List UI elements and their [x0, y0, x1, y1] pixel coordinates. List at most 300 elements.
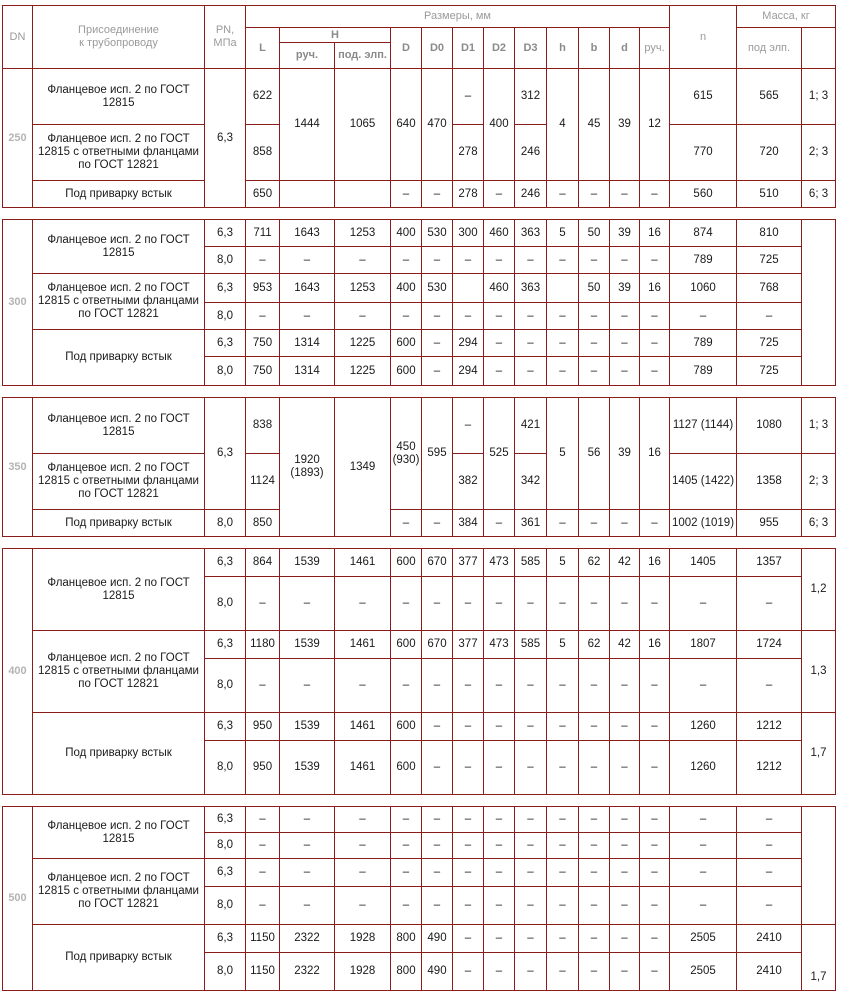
pn-cell: 6,3	[205, 713, 246, 741]
cell-mass-electric: 1358	[737, 454, 802, 510]
header-mass-manual: руч.	[640, 28, 670, 69]
header-D3: D3	[515, 28, 547, 69]
table-row	[3, 859, 836, 887]
cell-mass-electric: 1724	[737, 631, 802, 659]
cell-H-electric: –	[335, 659, 391, 713]
header-connection	[33, 6, 205, 69]
cell-H-electric: 1461	[335, 741, 391, 795]
cell-D0: 530	[422, 220, 453, 247]
cell-mass-electric: –	[737, 887, 802, 925]
cell-D0: 490	[422, 953, 453, 991]
connection-cell: Под приварку встык	[33, 510, 205, 537]
cell-h: –	[547, 510, 579, 537]
cell-d: –	[610, 833, 640, 859]
cell-mass-electric: –	[737, 807, 802, 833]
cell-D: –	[391, 577, 422, 631]
cell-D1: –	[453, 303, 484, 330]
cell-H-electric: 1461	[335, 549, 391, 577]
cell-D0: –	[422, 807, 453, 833]
cell-mass-electric: 2410	[737, 953, 802, 991]
cell-D0: –	[422, 833, 453, 859]
cell-D: –	[391, 247, 422, 274]
pn-cell: 6,3	[205, 330, 246, 357]
cell-H-manual: 1314	[280, 330, 335, 357]
cell-D1: –	[453, 925, 484, 953]
cell-b: –	[579, 925, 610, 953]
pn-cell: 8,0	[205, 577, 246, 631]
header-connection-line1: Присоединение	[78, 24, 159, 36]
cell-n: –	[640, 925, 670, 953]
cell-fig: 1; 3	[802, 69, 836, 125]
header-H-manual: руч.	[280, 43, 335, 69]
cell-d: –	[610, 659, 640, 713]
cell-L: 750	[246, 357, 280, 386]
cell-mass-manual: 1260	[670, 713, 737, 741]
cell-mass-electric: 565	[737, 69, 802, 125]
cell-mass-manual: 1405 (1422)	[670, 454, 737, 510]
cell-D0: –	[422, 713, 453, 741]
cell-d: 39	[610, 398, 640, 510]
cell-fig: 1,7	[802, 713, 836, 795]
cell-d: –	[610, 303, 640, 330]
cell-D3: –	[515, 303, 547, 330]
cell-H-electric: –	[335, 303, 391, 330]
cell-D1: 278	[453, 181, 484, 208]
table-row	[3, 925, 836, 953]
connection-cell: Фланцевое исп. 2 по ГОСТ 12815	[33, 807, 205, 859]
cell-mass-electric: 810	[737, 220, 802, 247]
connection-cell: Фланцевое исп. 2 по ГОСТ 12815 с ответными фланцами по ГОСТ 12821	[33, 125, 205, 181]
cell-mass-electric: 720	[737, 125, 802, 181]
cell-D2: 473	[484, 549, 515, 577]
cell-fig: 2; 3	[802, 125, 836, 181]
table-row	[3, 631, 836, 659]
cell-n: –	[640, 577, 670, 631]
cell-b: –	[579, 577, 610, 631]
cell-L: –	[246, 833, 280, 859]
cell-D1: 377	[453, 549, 484, 577]
cell-H-manual: –	[280, 247, 335, 274]
cell-h: –	[547, 925, 579, 953]
dn-cell: 300	[3, 220, 33, 386]
cell-D1: –	[453, 713, 484, 741]
connection-cell: Фланцевое исп. 2 по ГОСТ 12815	[33, 220, 205, 274]
cell-D3: 363	[515, 220, 547, 247]
table-row	[3, 274, 836, 303]
cell-L: 950	[246, 713, 280, 741]
connection-cell: Фланцевое исп. 2 по ГОСТ 12815	[33, 549, 205, 631]
header-dn: DN	[3, 6, 33, 69]
cell-H-manual: 2322	[280, 925, 335, 953]
pn-cell: 6,3	[205, 925, 246, 953]
cell-D: 450 (930)	[391, 398, 422, 510]
cell-mass-electric: –	[737, 859, 802, 887]
pn-cell: 8,0	[205, 659, 246, 713]
cell-D3: –	[515, 953, 547, 991]
cell-L: 864	[246, 549, 280, 577]
cell-h: 5	[547, 631, 579, 659]
cell-n: –	[640, 659, 670, 713]
cell-D1: 294	[453, 330, 484, 357]
cell-L: 950	[246, 741, 280, 795]
cell-D2: –	[484, 577, 515, 631]
header-L: L	[246, 28, 280, 69]
cell-D3: –	[515, 330, 547, 357]
cell-D2: –	[484, 953, 515, 991]
cell-H-electric: 1225	[335, 330, 391, 357]
cell-L: –	[246, 807, 280, 833]
cell-n: –	[640, 510, 670, 537]
header-pn	[205, 6, 246, 69]
cell-mass-manual: 789	[670, 330, 737, 357]
cell-n: –	[640, 807, 670, 833]
pn-cell: 6,3	[205, 631, 246, 659]
cell-H-electric: 1065	[335, 69, 391, 181]
cell-h	[547, 274, 579, 303]
table-row	[3, 398, 836, 454]
cell-D3: –	[515, 833, 547, 859]
cell-n: –	[640, 859, 670, 887]
cell-D: –	[391, 659, 422, 713]
cell-D3: –	[515, 807, 547, 833]
header-D2: D2	[484, 28, 515, 69]
header-n: n	[670, 6, 737, 69]
cell-H-electric: –	[335, 859, 391, 887]
cell-D: –	[391, 807, 422, 833]
cell-D: 400	[391, 274, 422, 303]
cell-D3: –	[515, 887, 547, 925]
cell-D1: –	[453, 953, 484, 991]
cell-D1: –	[453, 807, 484, 833]
cell-L: –	[246, 859, 280, 887]
group-gap	[3, 795, 836, 807]
cell-D3: –	[515, 741, 547, 795]
connection-cell: Под приварку встык	[33, 330, 205, 386]
cell-D: 400	[391, 220, 422, 247]
cell-H-manual: 1539	[280, 741, 335, 795]
cell-fig: 1,7	[802, 925, 836, 991]
cell-H-electric: 1461	[335, 713, 391, 741]
cell-d: 39	[610, 274, 640, 303]
cell-mass-electric: –	[737, 833, 802, 859]
cell-d: 39	[610, 69, 640, 181]
cell-d: 39	[610, 220, 640, 247]
cell-D2: 400	[484, 69, 515, 181]
connection-cell: Под приварку встык	[33, 713, 205, 795]
cell-D3: 585	[515, 549, 547, 577]
cell-D2: 460	[484, 220, 515, 247]
cell-b: –	[579, 807, 610, 833]
cell-D1: –	[453, 887, 484, 925]
pn-cell: 8,0	[205, 953, 246, 991]
cell-b: –	[579, 330, 610, 357]
cell-n: 16	[640, 549, 670, 577]
cell-d: –	[610, 577, 640, 631]
cell-b: 45	[579, 69, 610, 181]
cell-b: –	[579, 713, 610, 741]
cell-mass-manual: 615	[670, 69, 737, 125]
cell-D: –	[391, 887, 422, 925]
cell-mass-manual: 2505	[670, 953, 737, 991]
cell-D2: –	[484, 833, 515, 859]
cell-mass-electric: –	[737, 577, 802, 631]
cell-D: 800	[391, 925, 422, 953]
cell-D3: 361	[515, 510, 547, 537]
header-H: H	[280, 28, 391, 43]
cell-mass-manual: 874	[670, 220, 737, 247]
cell-D0: –	[422, 247, 453, 274]
cell-H-electric: 1928	[335, 953, 391, 991]
header-pn-line1: PN,	[215, 24, 235, 36]
cell-H-manual: 1314	[280, 357, 335, 386]
pn-cell: 8,0	[205, 833, 246, 859]
cell-D0: 470	[422, 69, 453, 181]
cell-H-manual: 1539	[280, 631, 335, 659]
cell-h: –	[547, 659, 579, 713]
cell-mass-electric: 725	[737, 247, 802, 274]
cell-H-electric: 1349	[335, 398, 391, 537]
cell-h: –	[547, 953, 579, 991]
cell-mass-electric: 725	[737, 330, 802, 357]
cell-mass-electric: 2410	[737, 925, 802, 953]
cell-D: 600	[391, 357, 422, 386]
cell-D3: 363	[515, 274, 547, 303]
cell-D1: –	[453, 247, 484, 274]
cell-D: –	[391, 833, 422, 859]
cell-D2: –	[484, 330, 515, 357]
pn-cell: 6,3	[205, 220, 246, 247]
header-D0: D0	[422, 28, 453, 69]
cell-D0: 595	[422, 398, 453, 510]
cell-H-manual: 1539	[280, 549, 335, 577]
cell-b: 50	[579, 220, 610, 247]
group-gap	[3, 208, 836, 220]
cell-D0: –	[422, 510, 453, 537]
cell-H-electric: 1928	[335, 925, 391, 953]
header-mass: Масса, кг	[737, 6, 836, 28]
group-dn-300	[3, 220, 836, 386]
cell-fig: 6; 3	[802, 510, 836, 537]
connection-cell: Фланцевое исп. 2 по ГОСТ 12815 с ответными фланцами по ГОСТ 12821	[33, 859, 205, 925]
header-dimensions: Размеры, мм	[246, 6, 670, 28]
cell-L: –	[246, 887, 280, 925]
cell-D0: –	[422, 181, 453, 208]
cell-D0: 530	[422, 274, 453, 303]
cell-H-manual	[280, 181, 335, 208]
cell-d: –	[610, 859, 640, 887]
cell-D3: –	[515, 357, 547, 386]
cell-D1	[453, 274, 484, 303]
cell-D1: 278	[453, 125, 484, 181]
cell-h: 5	[547, 549, 579, 577]
dn-cell: 500	[3, 807, 33, 991]
pn-cell: 8,0	[205, 510, 246, 537]
cell-H-manual: –	[280, 887, 335, 925]
cell-D3: –	[515, 713, 547, 741]
cell-n: 16	[640, 631, 670, 659]
cell-D2: –	[484, 510, 515, 537]
cell-H-manual: 1920 (1893)	[280, 398, 335, 537]
cell-fig: 1; 3	[802, 398, 836, 454]
cell-H-electric: 1253	[335, 274, 391, 303]
cell-fig	[802, 220, 836, 386]
cell-D3: 246	[515, 125, 547, 181]
cell-D1: –	[453, 398, 484, 454]
table-row	[3, 69, 836, 125]
cell-fig: 1,3	[802, 631, 836, 713]
cell-L: 622	[246, 69, 280, 125]
cell-L: 1150	[246, 953, 280, 991]
cell-b: –	[579, 510, 610, 537]
cell-D0: –	[422, 859, 453, 887]
cell-mass-electric: 1212	[737, 741, 802, 795]
table-row	[3, 220, 836, 247]
cell-mass-manual: –	[670, 303, 737, 330]
connection-cell: Фланцевое исп. 2 по ГОСТ 12815 с ответными фланцами по ГОСТ 12821	[33, 274, 205, 330]
cell-D2: 473	[484, 631, 515, 659]
cell-mass-manual: 1807	[670, 631, 737, 659]
cell-h: –	[547, 330, 579, 357]
cell-L: –	[246, 659, 280, 713]
cell-b: –	[579, 859, 610, 887]
cell-h: –	[547, 577, 579, 631]
pn-cell: 6,3	[205, 398, 246, 510]
header-D1: D1	[453, 28, 484, 69]
cell-D2: –	[484, 659, 515, 713]
cell-H-manual: –	[280, 659, 335, 713]
cell-H-electric: –	[335, 887, 391, 925]
cell-fig	[802, 807, 836, 925]
cell-n: –	[640, 887, 670, 925]
cell-D3: –	[515, 659, 547, 713]
cell-D3: 342	[515, 454, 547, 510]
cell-h: –	[547, 887, 579, 925]
cell-D2: –	[484, 859, 515, 887]
header-b: b	[579, 28, 610, 69]
cell-H-electric: –	[335, 577, 391, 631]
cell-d: –	[610, 181, 640, 208]
cell-d: –	[610, 713, 640, 741]
pn-cell: 6,3	[205, 859, 246, 887]
cell-L: 1180	[246, 631, 280, 659]
cell-D1: 294	[453, 357, 484, 386]
cell-D2: –	[484, 807, 515, 833]
cell-mass-electric: 1080	[737, 398, 802, 454]
cell-b: 62	[579, 549, 610, 577]
cell-D1: 300	[453, 220, 484, 247]
cell-H-electric: 1225	[335, 357, 391, 386]
cell-D1: 377	[453, 631, 484, 659]
pn-cell: 6,3	[205, 69, 246, 208]
cell-D1: –	[453, 577, 484, 631]
cell-h: –	[547, 357, 579, 386]
cell-mass-manual: 1002 (1019)	[670, 510, 737, 537]
cell-D2: 460	[484, 274, 515, 303]
connection-cell: Фланцевое исп. 2 по ГОСТ 12815 с ответными фланцами по ГОСТ 12821	[33, 631, 205, 713]
pn-cell: 8,0	[205, 741, 246, 795]
connection-cell: Фланцевое исп. 2 по ГОСТ 12815 с ответными фланцами по ГОСТ 12821	[33, 454, 205, 510]
header-H-electric: под. элп.	[335, 43, 391, 69]
cell-D3: –	[515, 577, 547, 631]
cell-D1: –	[453, 741, 484, 795]
cell-mass-manual: –	[670, 887, 737, 925]
cell-D2: –	[484, 247, 515, 274]
group-gap	[3, 537, 836, 549]
header-connection-line2: к трубопроводу	[79, 37, 158, 49]
cell-h: –	[547, 833, 579, 859]
cell-mass-electric: –	[737, 303, 802, 330]
cell-L: 953	[246, 274, 280, 303]
cell-L: 1150	[246, 925, 280, 953]
cell-H-electric: 1461	[335, 631, 391, 659]
cell-n: 16	[640, 398, 670, 510]
cell-n: –	[640, 303, 670, 330]
header-D: D	[391, 28, 422, 69]
cell-D: 600	[391, 631, 422, 659]
cell-h: –	[547, 807, 579, 833]
group-dn-500	[3, 807, 836, 991]
table-row	[3, 330, 836, 357]
cell-d: –	[610, 887, 640, 925]
cell-L: –	[246, 577, 280, 631]
cell-n: –	[640, 181, 670, 208]
cell-mass-electric: 1212	[737, 713, 802, 741]
cell-L: –	[246, 247, 280, 274]
cell-D: –	[391, 510, 422, 537]
cell-b: 62	[579, 631, 610, 659]
cell-D1: –	[453, 833, 484, 859]
cell-D: –	[391, 859, 422, 887]
cell-D3: –	[515, 247, 547, 274]
cell-D0: –	[422, 357, 453, 386]
cell-D0: –	[422, 577, 453, 631]
pn-cell: 6,3	[205, 549, 246, 577]
dn-cell: 250	[3, 69, 33, 208]
cell-D0: 670	[422, 631, 453, 659]
table-row	[3, 713, 836, 741]
cell-mass-manual: 1405	[670, 549, 737, 577]
cell-H-manual: 2322	[280, 953, 335, 991]
cell-D0: –	[422, 330, 453, 357]
cell-D3: –	[515, 859, 547, 887]
cell-mass-electric: 1357	[737, 549, 802, 577]
cell-D2: –	[484, 741, 515, 795]
cell-mass-electric: –	[737, 659, 802, 713]
cell-mass-electric: 768	[737, 274, 802, 303]
cell-mass-manual: 1127 (1144)	[670, 398, 737, 454]
cell-L: 850	[246, 510, 280, 537]
cell-D3: 421	[515, 398, 547, 454]
cell-L: –	[246, 303, 280, 330]
cell-h: 4	[547, 69, 579, 181]
cell-H-manual: –	[280, 577, 335, 631]
pn-cell: 8,0	[205, 357, 246, 386]
cell-mass-manual: –	[670, 577, 737, 631]
cell-h: –	[547, 181, 579, 208]
cell-D1: 382	[453, 454, 484, 510]
cell-n: –	[640, 953, 670, 991]
cell-D: 600	[391, 330, 422, 357]
cell-mass-manual: 1260	[670, 741, 737, 795]
cell-H-manual: –	[280, 807, 335, 833]
cell-mass-manual: 789	[670, 247, 737, 274]
cell-mass-electric: 510	[737, 181, 802, 208]
cell-b: –	[579, 741, 610, 795]
cell-b: –	[579, 181, 610, 208]
table-row	[3, 807, 836, 833]
cell-D: 600	[391, 713, 422, 741]
cell-D1: 384	[453, 510, 484, 537]
